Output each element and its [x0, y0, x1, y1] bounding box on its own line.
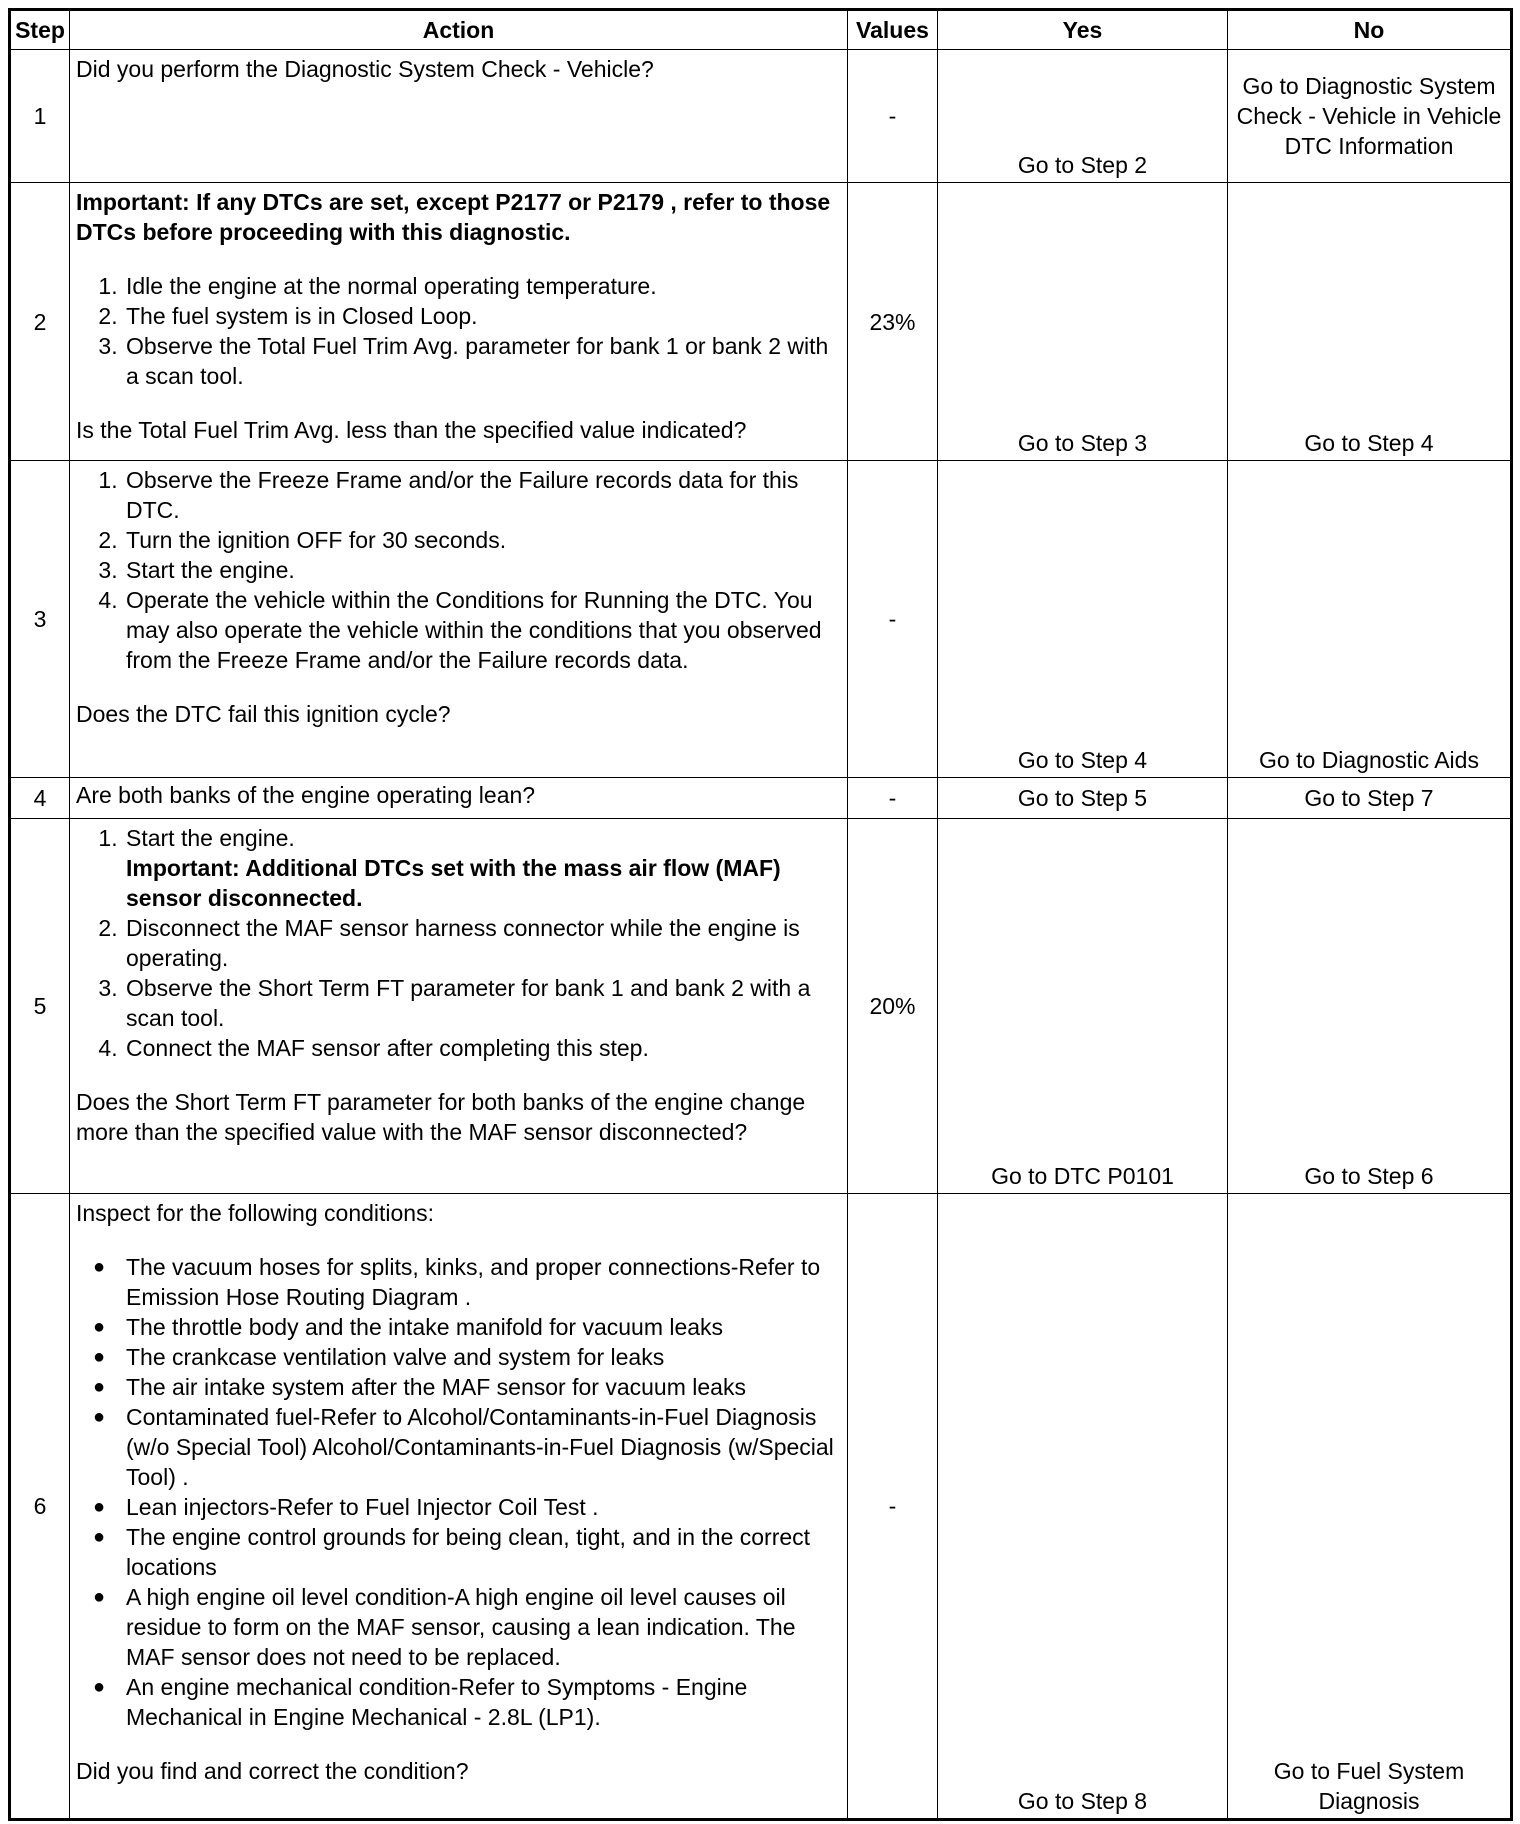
header-row [10, 10, 1512, 50]
table-row-step-3 [10, 461, 1512, 778]
step-list [76, 465, 841, 675]
list-item-text: 1. Start the engine. [126, 825, 295, 851]
step-list [76, 271, 841, 391]
step-number: 4 [10, 778, 70, 819]
no-cell: Go to Fuel System Diagnosis [1228, 1194, 1512, 1820]
value-cell: - [848, 50, 938, 183]
important-note: Important: If any DTCs are set, except P2177 or P2179 , refer to those DTCs before proceeding with this diagnostic. [76, 189, 831, 245]
list-item: 3. Observe the Total Fuel Trim Avg. parameter for bank 1 or bank 2 with a scan tool. [124, 331, 841, 391]
list-item: 3. Observe the Short Term FT parameter for bank 1 and bank 2 with a scan tool. [124, 973, 841, 1033]
step-list [76, 823, 841, 1063]
spacer [76, 391, 841, 415]
step-number: 5 [10, 819, 70, 1194]
spacer [76, 1063, 841, 1087]
spacer [76, 1732, 841, 1756]
value-cell: - [848, 778, 938, 819]
step-number: 6 [10, 1194, 70, 1820]
list-item: ● Contaminated fuel-Refer to Alcohol/Contaminants-in-Fuel Diagnosis (w/o Special Tool) Alcohol/Contaminants-in-Fuel Diagnosis (w/Special Tool) . [124, 1402, 841, 1492]
table-row-step-2 [10, 183, 1512, 461]
yes-cell: Go to DTC P0101 [938, 819, 1228, 1194]
header-values: Values [848, 10, 938, 50]
no-cell: Go to Step 6 [1228, 819, 1512, 1194]
header-action: Action [70, 10, 848, 50]
list-item: ● An engine mechanical condition-Refer to Symptoms - Engine Mechanical in Engine Mechanical - 2.8L (LP1). [124, 1672, 841, 1732]
action-question: Is the Total Fuel Trim Avg. less than the specified value indicated? [76, 417, 747, 443]
yes-cell: Go to Step 5 [938, 778, 1228, 819]
list-item: 2. Disconnect the MAF sensor harness connector while the engine is operating. [124, 913, 841, 973]
header-no: No [1228, 10, 1512, 50]
list-item: ● The engine control grounds for being clean, tight, and in the correct locations [124, 1522, 841, 1582]
action-cell [70, 183, 848, 461]
action-cell [70, 50, 848, 183]
header-step: Step [10, 10, 70, 50]
diagnostic-table [8, 8, 1513, 1821]
list-item: 2. Turn the ignition OFF for 30 seconds. [124, 525, 841, 555]
list-item: ● The throttle body and the intake manifold for vacuum leaks [124, 1312, 841, 1342]
no-cell: Go to Diagnostic System Check - Vehicle in Vehicle DTC Information [1228, 50, 1512, 183]
yes-cell: Go to Step 3 [938, 183, 1228, 461]
list-item: ● The air intake system after the MAF sensor for vacuum leaks [124, 1372, 841, 1402]
list-item: 1. Idle the engine at the normal operating temperature. [124, 271, 841, 301]
action-cell [70, 461, 848, 778]
list-item: ● Lean injectors-Refer to Fuel Injector Coil Test . [124, 1492, 841, 1522]
action-question: Does the Short Term FT parameter for both banks of the engine change more than the specified value with the MAF sensor disconnected? [76, 1089, 806, 1145]
no-cell: Go to Step 4 [1228, 183, 1512, 461]
action-question: Are both banks of the engine operating lean? [76, 782, 536, 808]
action-intro: Inspect for the following conditions: [76, 1200, 434, 1226]
list-item: 1. Observe the Freeze Frame and/or the Failure records data for this DTC. [124, 465, 841, 525]
spacer [76, 247, 841, 271]
list-item [124, 823, 841, 913]
spacer [76, 1228, 841, 1252]
no-cell: Go to Step 7 [1228, 778, 1512, 819]
table-row-step-5 [10, 819, 1512, 1194]
table-row-step-6 [10, 1194, 1512, 1820]
table-row-step-1 [10, 50, 1512, 183]
step-number: 1 [10, 50, 70, 183]
step-number: 2 [10, 183, 70, 461]
list-item: ● A high engine oil level condition-A high engine oil level causes oil residue to form on the MAF sensor, causing a lean indication. The MAF sensor does not need to be replaced. [124, 1582, 841, 1672]
step-number: 3 [10, 461, 70, 778]
list-item: 4. Connect the MAF sensor after completing this step. [124, 1033, 841, 1063]
list-item: ● The crankcase ventilation valve and system for leaks [124, 1342, 841, 1372]
action-cell [70, 1194, 848, 1820]
action-cell [70, 778, 848, 819]
condition-list [76, 1252, 841, 1732]
value-cell: 23% [848, 183, 938, 461]
important-note: Important: Additional DTCs set with the mass air flow (MAF) sensor disconnected. [126, 855, 781, 911]
yes-cell: Go to Step 8 [938, 1194, 1228, 1820]
action-question: Did you find and correct the condition? [76, 1758, 469, 1784]
action-question: Did you perform the Diagnostic System Check - Vehicle? [76, 56, 654, 82]
list-item: 2. The fuel system is in Closed Loop. [124, 301, 841, 331]
action-cell [70, 819, 848, 1194]
list-item: ● The vacuum hoses for splits, kinks, and proper connections-Refer to Emission Hose Routing Diagram . [124, 1252, 841, 1312]
list-item: 3. Start the engine. [124, 555, 841, 585]
action-question: Does the DTC fail this ignition cycle? [76, 701, 451, 727]
yes-cell: Go to Step 4 [938, 461, 1228, 778]
list-item: 4. Operate the vehicle within the Conditions for Running the DTC. You may also operate the vehicle within the conditions that you observed from the Freeze Frame and/or the Failure records data. [124, 585, 841, 675]
header-yes: Yes [938, 10, 1228, 50]
table-row-step-4 [10, 778, 1512, 819]
spacer [76, 675, 841, 699]
no-cell: Go to Diagnostic Aids [1228, 461, 1512, 778]
value-cell: - [848, 1194, 938, 1820]
value-cell: - [848, 461, 938, 778]
value-cell: 20% [848, 819, 938, 1194]
yes-cell: Go to Step 2 [938, 50, 1228, 183]
